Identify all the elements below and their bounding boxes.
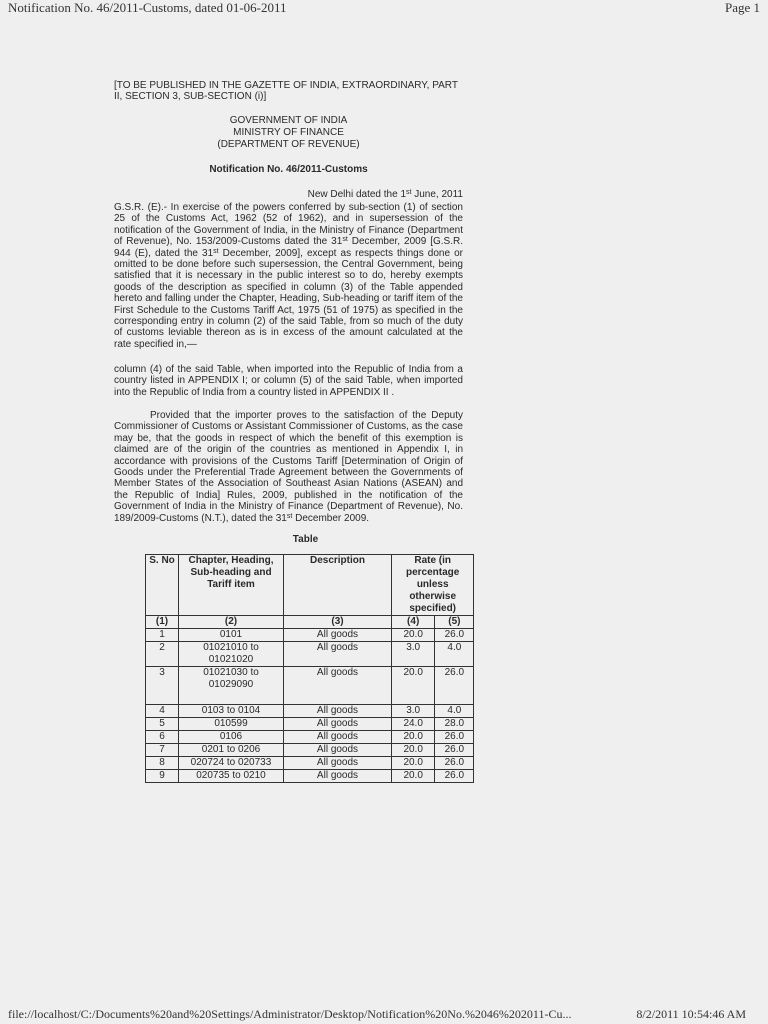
cell-description: All goods bbox=[284, 705, 392, 718]
cell-tariff-item: 01021010 to 01021020 bbox=[179, 642, 284, 667]
ministry-line: MINISTRY OF FINANCE bbox=[233, 127, 344, 138]
table-row bbox=[146, 718, 474, 731]
cell-sno: 5 bbox=[146, 718, 179, 731]
tariff-table bbox=[145, 554, 474, 783]
table-title: Table bbox=[292, 534, 319, 545]
column-number-row bbox=[146, 616, 474, 629]
table-row bbox=[146, 642, 474, 667]
cell-description: All goods bbox=[284, 642, 392, 667]
notification-title: Notification No. 46/2011-Customs bbox=[209, 164, 368, 175]
para3-part-a: Provided that the importer proves to the satisfaction of the Deputy Commissioner of Customs or Assistant Commissioner of Customs, as the case may be, that the goods in respect of which the benefit of this exemption is claimed are of the origin of the countries as mentioned in Appendix I, in accordance with provisions of the Customs Tariff [Determination of Origin of Goods under the Preferential Trade Agreement between the Governments of Member States of the Association of Southeast Asian Nations (ASEAN) and the Republic of India] Rules, 2009, published in the notification of the Government of India in the Ministry of Finance (Department of Revenue), No. 189/2009-Customs (N.T.), dated the 31 bbox=[114, 410, 463, 524]
footer-file-path: file://localhost/C:/Documents%20and%20Settings/Administrator/Desktop/Notification%20No.%2046%202011-Cu... bbox=[8, 1007, 572, 1021]
cell-rate-appendix-2: 26.0 bbox=[435, 757, 474, 770]
para1-sup-a: st bbox=[342, 236, 348, 244]
cell-sno: 6 bbox=[146, 731, 179, 744]
cell-rate-appendix-1: 20.0 bbox=[392, 629, 435, 642]
government-line: GOVERNMENT OF INDIA bbox=[229, 115, 348, 126]
para1-sup-b: st bbox=[213, 247, 219, 255]
cell-tariff-item: 020724 to 020733 bbox=[179, 757, 284, 770]
cell-sno: 2 bbox=[146, 642, 179, 667]
cell-rate-appendix-2: 28.0 bbox=[435, 718, 474, 731]
cell-sno: 3 bbox=[146, 667, 179, 705]
footer-timestamp: 8/2/2011 10:54:46 AM bbox=[636, 1007, 746, 1021]
cell-rate-appendix-1: 20.0 bbox=[392, 757, 435, 770]
cell-rate-appendix-1: 20.0 bbox=[392, 770, 435, 783]
col-num-3: (3) bbox=[284, 616, 392, 629]
cell-tariff-item: 01021030 to 01029090 bbox=[179, 667, 284, 705]
table-header-row bbox=[146, 555, 474, 616]
dated-prefix: New Delhi dated the 1 bbox=[307, 189, 407, 200]
page-number: Page 1 bbox=[724, 0, 760, 15]
dated-line bbox=[114, 189, 463, 200]
cell-rate-appendix-1: 3.0 bbox=[392, 705, 435, 718]
cell-sno: 4 bbox=[146, 705, 179, 718]
dated-sup: st bbox=[406, 189, 412, 196]
paragraph-2: column (4) of the said Table, when imported into the Republic of India from a country listed in APPENDIX I; or column (5) of the said Table, when imported into the Republic of India from a country listed in APPENDIX II . bbox=[114, 364, 463, 398]
col-num-1: (1) bbox=[146, 616, 179, 629]
cell-rate-appendix-1: 20.0 bbox=[392, 667, 435, 705]
cell-tariff-item: 010599 bbox=[179, 718, 284, 731]
table-row bbox=[146, 757, 474, 770]
cell-rate-appendix-2: 26.0 bbox=[435, 731, 474, 744]
cell-tariff-item: 020735 to 0210 bbox=[179, 770, 284, 783]
government-block bbox=[114, 115, 463, 151]
paragraph-1 bbox=[114, 202, 463, 350]
para3-sup-a: st bbox=[286, 512, 293, 520]
cell-description: All goods bbox=[284, 744, 392, 757]
table-row bbox=[146, 705, 474, 718]
cell-description: All goods bbox=[284, 731, 392, 744]
header-description: Description bbox=[284, 555, 392, 616]
cell-description: All goods bbox=[284, 629, 392, 642]
gazette-note: [TO BE PUBLISHED IN THE GAZETTE OF INDIA, EXTRAORDINARY, PART II, SECTION 3, SUB-SECTION (i)] bbox=[114, 80, 458, 103]
cell-tariff-item: 0201 to 0206 bbox=[179, 744, 284, 757]
header-chapter: Chapter, Heading, Sub-heading and Tariff item bbox=[179, 555, 284, 616]
cell-tariff-item: 0106 bbox=[179, 731, 284, 744]
department-line: (DEPARTMENT OF REVENUE) bbox=[217, 139, 360, 150]
table-row bbox=[146, 770, 474, 783]
table-row bbox=[146, 667, 474, 705]
cell-rate-appendix-2: 26.0 bbox=[435, 770, 474, 783]
cell-rate-appendix-2: 4.0 bbox=[435, 642, 474, 667]
cell-rate-appendix-1: 20.0 bbox=[392, 731, 435, 744]
header-sno: S. No bbox=[146, 555, 179, 616]
cell-rate-appendix-2: 26.0 bbox=[435, 667, 474, 705]
cell-rate-appendix-1: 20.0 bbox=[392, 744, 435, 757]
cell-description: All goods bbox=[284, 667, 392, 705]
para1-part-a: G.S.R. (E).- In exercise of the powers conferred by sub-section (1) of section 25 of the Customs Act, 1962 (52 of 1962), and in supersession of the notification of the Government of India, in the Ministry of Finance (Department of Revenue), No. 153/2009-Customs dated the 31 bbox=[114, 202, 463, 248]
para3-part-b: December 2009. bbox=[292, 512, 370, 524]
table-row bbox=[146, 744, 474, 757]
cell-sno: 9 bbox=[146, 770, 179, 783]
cell-sno: 7 bbox=[146, 744, 179, 757]
cell-description: All goods bbox=[284, 757, 392, 770]
cell-tariff-item: 0103 to 0104 bbox=[179, 705, 284, 718]
cell-sno: 1 bbox=[146, 629, 179, 642]
cell-tariff-item: 0101 bbox=[179, 629, 284, 642]
para1-part-c: December, 2009], except as respects things done or omitted to be done before such supersession, the Central Government, being satisfied that it is necessary in the public interest so to do, hereby exempts goods of the description as specified in column (3) of the Table appended hereto and falling under the Chapter, Heading, Sub-heading or tariff item of the First Schedule to the Customs Tariff Act, 1975 (51 of 1975) as specified in the corresponding entry in column (2) of the said Table, from so much of the duty of customs leviable thereon as is in excess of the amount calculated at the rate specified in,— bbox=[114, 247, 463, 350]
cell-description: All goods bbox=[284, 770, 392, 783]
col-num-5: (5) bbox=[435, 616, 474, 629]
table-row bbox=[146, 731, 474, 744]
cell-rate-appendix-1: 24.0 bbox=[392, 718, 435, 731]
col-num-4: (4) bbox=[392, 616, 435, 629]
paragraph-3 bbox=[114, 410, 463, 524]
table-row bbox=[146, 629, 474, 642]
cell-rate-appendix-1: 3.0 bbox=[392, 642, 435, 667]
cell-description: All goods bbox=[284, 718, 392, 731]
header-rate: Rate (in percentage unless otherwise specified) bbox=[392, 555, 474, 616]
dated-suffix: June, 2011 bbox=[411, 189, 463, 200]
cell-rate-appendix-2: 4.0 bbox=[435, 705, 474, 718]
col-num-2: (2) bbox=[179, 616, 284, 629]
cell-rate-appendix-2: 26.0 bbox=[435, 629, 474, 642]
cell-sno: 8 bbox=[146, 757, 179, 770]
para1-part-b: December, 2009 [G.S.R. 944 (E), dated the 31 bbox=[114, 236, 464, 259]
cell-rate-appendix-2: 26.0 bbox=[435, 744, 474, 757]
page-header-title: Notification No. 46/2011-Customs, dated 01-06-2011 bbox=[8, 0, 287, 15]
